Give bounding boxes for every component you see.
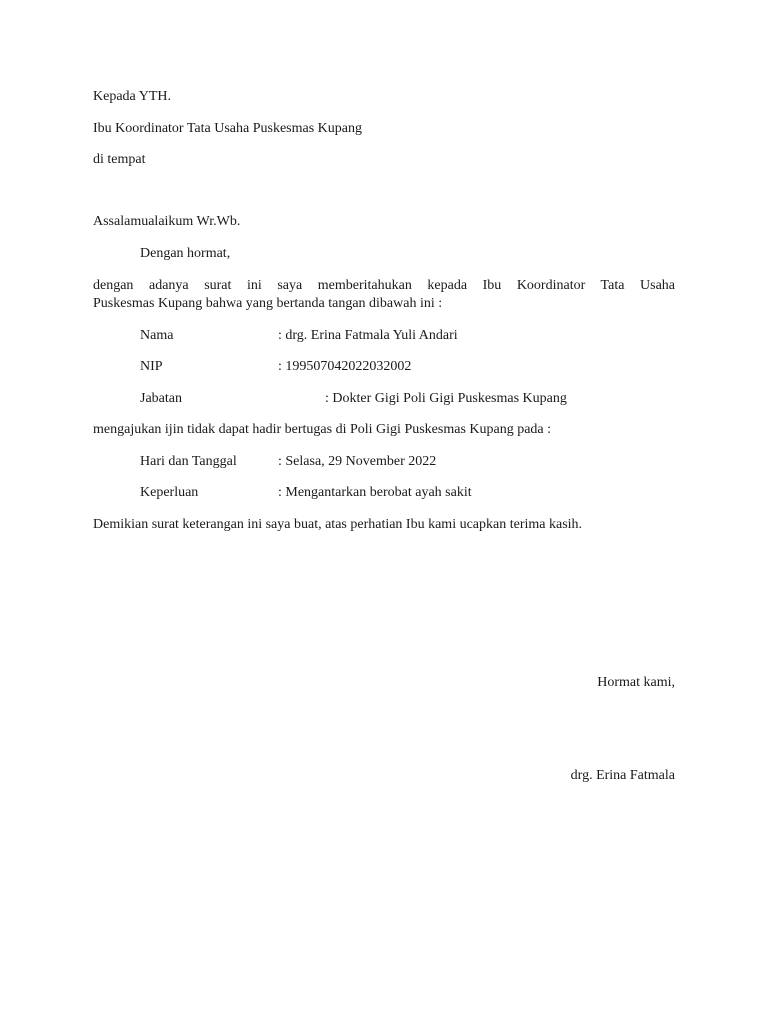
closing-line: Demikian surat keterangan ini saya buat, atas perhatian Ibu kami ucapkan terima kasih.: [93, 517, 583, 532]
keperluan-label: Keperluan: [140, 485, 199, 500]
keperluan-value: : Mengantarkan berobat ayah sakit: [278, 485, 472, 500]
signature-salutation: Hormat kami,: [597, 675, 675, 690]
intro-line-2: Puskesmas Kupang bahwa yang bertanda tangan dibawah ini :: [93, 296, 443, 311]
tanggal-label: Hari dan Tanggal: [140, 454, 237, 469]
jabatan-value: : Dokter Gigi Poli Gigi Puskesmas Kupang: [325, 391, 567, 406]
intro-line-1: dengan adanya surat ini saya memberitahukan kepada Ibu Koordinator Tata Usaha: [93, 278, 675, 293]
nip-label: NIP: [140, 359, 163, 374]
nama-label: Nama: [140, 328, 174, 343]
request-line: mengajukan ijin tidak dapat hadir bertugas di Poli Gigi Puskesmas Kupang pada :: [93, 422, 552, 437]
hormat-greeting: Dengan hormat,: [140, 246, 231, 261]
recipient-line-2: Ibu Koordinator Tata Usaha Puskesmas Kupang: [93, 121, 362, 136]
recipient-line-3: di tempat: [93, 152, 146, 167]
nama-value: : drg. Erina Fatmala Yuli Andari: [278, 328, 458, 343]
signature-name: drg. Erina Fatmala: [570, 768, 675, 783]
nip-value: : 199507042022032002: [278, 359, 412, 374]
tanggal-value: : Selasa, 29 November 2022: [278, 454, 437, 469]
salam-greeting: Assalamualaikum Wr.Wb.: [93, 214, 241, 229]
intro-paragraph: [93, 277, 675, 313]
jabatan-label: Jabatan: [140, 391, 182, 406]
recipient-line-1: Kepada YTH.: [93, 89, 172, 104]
